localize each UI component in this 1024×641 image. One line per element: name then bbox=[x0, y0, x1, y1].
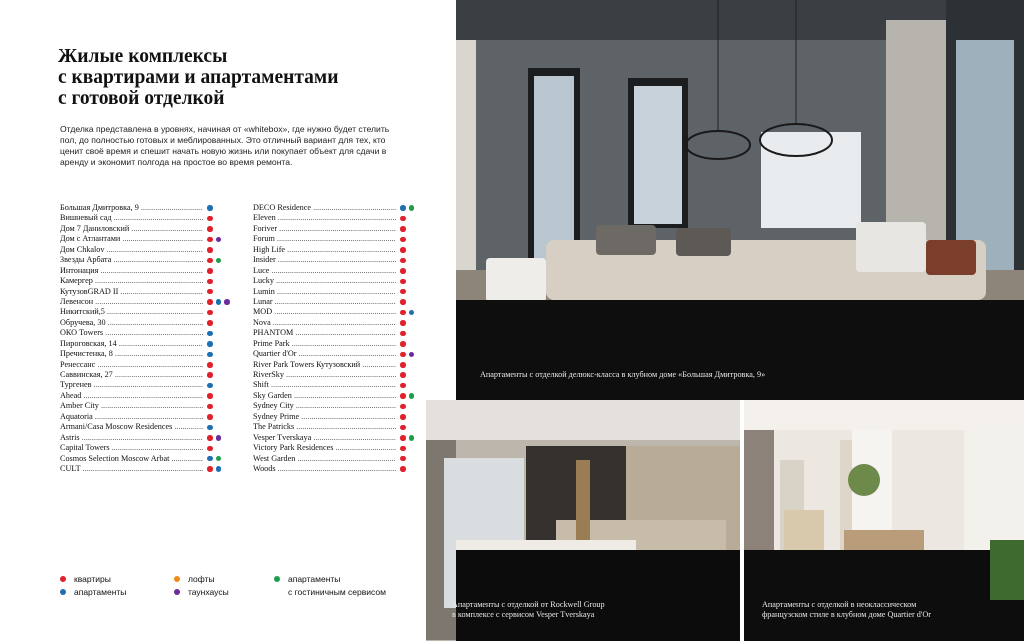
category-dot-green bbox=[409, 393, 415, 399]
list-item bbox=[253, 266, 428, 276]
category-dots bbox=[400, 341, 428, 347]
list-item bbox=[253, 213, 428, 223]
title-line-1: Жилые комплексы bbox=[58, 46, 228, 67]
category-dots bbox=[207, 216, 235, 222]
list-item bbox=[60, 213, 235, 223]
category-dots bbox=[400, 331, 428, 337]
list-item bbox=[60, 234, 235, 244]
category-dot-green bbox=[216, 258, 222, 264]
category-dot-red bbox=[400, 425, 406, 431]
list-item bbox=[60, 266, 235, 276]
legend-item-apartments bbox=[60, 587, 126, 597]
category-dot-red bbox=[207, 466, 213, 472]
category-dot-red bbox=[400, 435, 406, 441]
category-dots bbox=[400, 237, 428, 243]
list-item bbox=[253, 287, 428, 297]
category-dots bbox=[400, 414, 428, 420]
title-line-3: с готовой отделкой bbox=[58, 88, 225, 109]
category-dots bbox=[207, 362, 235, 368]
list-item bbox=[60, 318, 235, 328]
category-dot-red bbox=[207, 404, 213, 410]
category-dot-red bbox=[207, 372, 213, 378]
complex-name: West Garden ..... bbox=[253, 454, 396, 464]
complex-name: Woods ..... bbox=[253, 464, 396, 474]
title-line-2: с квартирами и апартаментами bbox=[58, 67, 339, 88]
category-dot-red bbox=[207, 279, 213, 285]
category-dot-red bbox=[400, 279, 406, 285]
complex-name: Ahead ..... bbox=[60, 391, 203, 401]
category-dots bbox=[207, 320, 235, 326]
list-item bbox=[60, 224, 235, 234]
list-item bbox=[60, 422, 235, 432]
category-dots bbox=[207, 372, 235, 378]
complex-name: Armani/Casa Moscow Residences ..... bbox=[60, 422, 203, 432]
category-dots bbox=[400, 299, 428, 305]
category-dots bbox=[400, 268, 428, 274]
category-dot-red bbox=[400, 456, 406, 462]
category-dots bbox=[207, 435, 235, 441]
legend-label: лофты bbox=[188, 574, 215, 584]
list-item bbox=[60, 255, 235, 265]
category-dots bbox=[207, 268, 235, 274]
category-dot-blue bbox=[400, 205, 406, 211]
category-dot-red bbox=[207, 414, 213, 420]
list-item bbox=[253, 454, 428, 464]
category-dot-red bbox=[400, 216, 406, 222]
list-item bbox=[60, 276, 235, 286]
category-dot-green bbox=[409, 435, 415, 441]
complex-name: Nova ..... bbox=[253, 318, 396, 328]
category-dots bbox=[207, 425, 235, 431]
category-dots bbox=[400, 352, 428, 358]
complex-name: Тургенев ..... bbox=[60, 380, 203, 390]
list-item bbox=[253, 443, 428, 453]
category-dot-red bbox=[207, 247, 213, 253]
category-dots bbox=[207, 237, 235, 243]
complex-name: River Park Towers Кутузовский ..... bbox=[253, 360, 396, 370]
category-dots bbox=[207, 352, 235, 358]
category-dot-red bbox=[207, 446, 213, 452]
category-dot-blue bbox=[207, 456, 213, 462]
category-dots bbox=[207, 414, 235, 420]
category-dot-blue bbox=[216, 466, 222, 472]
caption-line: в комплексе с сервисом Vesper Tverskaya bbox=[452, 610, 595, 619]
category-dots bbox=[400, 466, 428, 472]
complex-name: MOD ..... bbox=[253, 307, 396, 317]
legend-dot-orange bbox=[174, 576, 180, 582]
list-item bbox=[253, 234, 428, 244]
category-dot-blue bbox=[207, 425, 213, 431]
list-item bbox=[253, 297, 428, 307]
complex-name: Astris ..... bbox=[60, 433, 203, 443]
list-item bbox=[60, 433, 235, 443]
page-title bbox=[58, 46, 418, 109]
list-item bbox=[60, 401, 235, 411]
photo-caption-bottom-right bbox=[762, 600, 931, 620]
complex-name: Обручева, 30 ..... bbox=[60, 318, 203, 328]
legend-dot-green bbox=[274, 576, 280, 582]
complex-name: CULT ..... bbox=[60, 464, 203, 474]
category-dots bbox=[400, 258, 428, 264]
legend-item-hotel-service bbox=[288, 587, 386, 597]
category-dot-red bbox=[400, 268, 406, 274]
category-dots bbox=[207, 247, 235, 253]
complex-name: Amber City ..... bbox=[60, 401, 203, 411]
category-dot-red bbox=[400, 446, 406, 452]
category-dot-red bbox=[400, 320, 406, 326]
list-item bbox=[253, 401, 428, 411]
category-dots bbox=[207, 404, 235, 410]
legend-label: квартиры bbox=[74, 574, 111, 584]
category-dot-purple bbox=[216, 237, 222, 243]
complex-name: Камергер ..... bbox=[60, 276, 203, 286]
category-dots bbox=[400, 279, 428, 285]
living-room-illustration bbox=[456, 0, 1024, 400]
list-item bbox=[253, 318, 428, 328]
category-dot-red bbox=[207, 226, 213, 232]
complex-name: Интонация ..... bbox=[60, 266, 203, 276]
list-item bbox=[60, 412, 235, 422]
complex-name: Prime Park ..... bbox=[253, 339, 396, 349]
complex-name: Дом Chkalov ..... bbox=[60, 245, 203, 255]
category-dot-purple bbox=[409, 352, 415, 358]
category-dots bbox=[207, 279, 235, 285]
caption-line: Апартаменты с отделкой в неоклассическом bbox=[762, 600, 917, 609]
category-dots bbox=[207, 289, 235, 295]
complex-name: Левенсон ..... bbox=[60, 297, 203, 307]
legend-label: апартаменты bbox=[74, 587, 127, 597]
legend-dot-red bbox=[60, 576, 66, 582]
list-item bbox=[253, 360, 428, 370]
category-dot-red bbox=[207, 362, 213, 368]
complex-name: Никитский,5 ..... bbox=[60, 307, 203, 317]
category-dots bbox=[207, 331, 235, 337]
category-dot-red bbox=[207, 299, 213, 305]
legend-label: с гостиничным сервисом bbox=[288, 587, 386, 597]
category-dot-red bbox=[400, 414, 406, 420]
complex-name: Sky Garden ..... bbox=[253, 391, 396, 401]
category-dot-blue bbox=[207, 341, 213, 347]
category-dot-green bbox=[409, 205, 415, 211]
list-item bbox=[60, 203, 235, 213]
complex-list-left bbox=[60, 203, 235, 474]
category-dots bbox=[207, 310, 235, 316]
complex-name: ОКО Towers ..... bbox=[60, 328, 203, 338]
list-item bbox=[253, 245, 428, 255]
category-dot-red bbox=[400, 258, 406, 264]
complex-name: PHANTOM ..... bbox=[253, 328, 396, 338]
category-dot-red bbox=[207, 237, 213, 243]
category-dot-red bbox=[400, 237, 406, 243]
complex-name: Саввинская, 27 ..... bbox=[60, 370, 203, 380]
list-item bbox=[253, 255, 428, 265]
list-item bbox=[60, 297, 235, 307]
photo-bedroom bbox=[426, 400, 740, 641]
list-item bbox=[253, 433, 428, 443]
list-item bbox=[253, 412, 428, 422]
photo-caption-bottom-left bbox=[452, 600, 605, 620]
complex-name: Вишневый сад ..... bbox=[60, 213, 203, 223]
legend-item-lofts bbox=[174, 574, 215, 584]
category-dot-red bbox=[400, 466, 406, 472]
category-dots bbox=[400, 289, 428, 295]
complex-name: Ренессанс ..... bbox=[60, 360, 203, 370]
complex-name: Звезды Арбата ..... bbox=[60, 255, 203, 265]
category-dots bbox=[207, 205, 235, 211]
category-dot-red bbox=[400, 383, 406, 389]
complex-name: Quartier d'Or ..... bbox=[253, 349, 396, 359]
category-dots bbox=[207, 383, 235, 389]
category-dots bbox=[207, 226, 235, 232]
category-dots bbox=[400, 310, 428, 316]
complex-name: Большая Дмитровка, 9 ..... bbox=[60, 203, 203, 213]
category-dot-red bbox=[400, 404, 406, 410]
category-dot-red bbox=[207, 268, 213, 274]
complex-name: Luce ..... bbox=[253, 266, 396, 276]
category-dots bbox=[400, 456, 428, 462]
category-dot-green bbox=[216, 456, 222, 462]
category-dots bbox=[207, 466, 235, 472]
category-dot-red bbox=[207, 310, 213, 316]
category-dot-purple bbox=[224, 299, 230, 305]
category-dot-red bbox=[400, 310, 406, 316]
category-dot-blue bbox=[207, 352, 213, 358]
complex-name: Дом с Атлантами ..... bbox=[60, 234, 203, 244]
category-dot-red bbox=[400, 289, 406, 295]
category-dot-red bbox=[400, 299, 406, 305]
list-item bbox=[253, 422, 428, 432]
complex-name: Aquatoria ..... bbox=[60, 412, 203, 422]
legend-label: апартаменты bbox=[288, 574, 341, 584]
list-item bbox=[60, 391, 235, 401]
list-item bbox=[253, 339, 428, 349]
photo-living-room bbox=[456, 0, 1024, 400]
category-dots bbox=[207, 258, 235, 264]
legend-dot-purple bbox=[174, 589, 180, 595]
category-dot-red bbox=[207, 435, 213, 441]
complex-name: Lumin ..... bbox=[253, 287, 396, 297]
list-item bbox=[253, 380, 428, 390]
list-item bbox=[60, 443, 235, 453]
category-dots bbox=[207, 299, 235, 305]
complex-list-right bbox=[253, 203, 428, 474]
legend-item-townhouses bbox=[174, 587, 229, 597]
complex-name: Shift ..... bbox=[253, 380, 396, 390]
category-dots bbox=[400, 226, 428, 232]
category-dot-red bbox=[207, 258, 213, 264]
complex-name: Forum ..... bbox=[253, 234, 396, 244]
list-item bbox=[60, 287, 235, 297]
photo-caption-top: Апартаменты с отделкой делюкс-класса в клубном доме «Большая Дмитровка, 9» bbox=[480, 370, 766, 379]
complex-name: High Life ..... bbox=[253, 245, 396, 255]
complex-name: Vesper Tverskaya ..... bbox=[253, 433, 396, 443]
list-item bbox=[253, 224, 428, 234]
complex-name: Пречистенка, 8 ..... bbox=[60, 349, 203, 359]
list-item bbox=[253, 203, 428, 213]
complex-name: Insider ..... bbox=[253, 255, 396, 265]
list-item bbox=[60, 307, 235, 317]
category-dots bbox=[400, 362, 428, 368]
list-item bbox=[253, 328, 428, 338]
category-dot-blue bbox=[207, 383, 213, 389]
category-dot-red bbox=[207, 216, 213, 222]
category-dot-red bbox=[400, 331, 406, 337]
category-dots bbox=[400, 320, 428, 326]
photo-neoclassical-room bbox=[744, 400, 1024, 641]
complex-name: DECO Residence ..... bbox=[253, 203, 396, 213]
list-item bbox=[253, 391, 428, 401]
category-dot-red bbox=[400, 341, 406, 347]
complex-name: Lucky ..... bbox=[253, 276, 396, 286]
complex-name: Capital Towers ..... bbox=[60, 443, 203, 453]
complex-name: Lunar ..... bbox=[253, 297, 396, 307]
category-dots bbox=[400, 425, 428, 431]
category-dot-red bbox=[400, 226, 406, 232]
list-item bbox=[253, 276, 428, 286]
list-item bbox=[60, 349, 235, 359]
category-dots bbox=[400, 446, 428, 452]
complex-name: Sydney City ..... bbox=[253, 401, 396, 411]
complex-name: Foriver ..... bbox=[253, 224, 396, 234]
category-dot-blue bbox=[207, 331, 213, 337]
category-dots bbox=[400, 247, 428, 253]
category-dot-red bbox=[400, 352, 406, 358]
complex-name: Дом 7 Даниловский ..... bbox=[60, 224, 203, 234]
text-page bbox=[0, 0, 426, 641]
legend-item-apartments-service bbox=[274, 574, 340, 584]
category-dot-red bbox=[400, 247, 406, 253]
legend-label: таунхаусы bbox=[188, 587, 229, 597]
category-dots bbox=[400, 216, 428, 222]
lead-paragraph: Отделка представлена в уровнях, начиная от «whitebox», где нужно будет стелить пол, до полностью готовых и меблированных. Это отличный вариант для тех, кто ценит своё время и спешит начать новую жизнь или покупает объект для сдачи в аренду и экономит полгода на простое во время ремонта. bbox=[60, 124, 390, 167]
category-dots bbox=[207, 456, 235, 462]
category-dots bbox=[207, 393, 235, 399]
complex-name: Sydney Prime ..... bbox=[253, 412, 396, 422]
category-dots bbox=[207, 446, 235, 452]
list-item bbox=[60, 245, 235, 255]
complex-name: Eleven ..... bbox=[253, 213, 396, 223]
list-item bbox=[253, 370, 428, 380]
complex-name: Пироговская, 14 ..... bbox=[60, 339, 203, 349]
list-item bbox=[60, 454, 235, 464]
list-item bbox=[60, 328, 235, 338]
caption-line: французском стиле в клубном доме Quartier d'Or bbox=[762, 610, 932, 619]
complex-name: Cosmos Selection Moscow Arbat ..... bbox=[60, 454, 203, 464]
category-dot-red bbox=[207, 289, 213, 295]
category-dot-purple bbox=[216, 435, 222, 441]
caption-line: Апартаменты с отделкой от Rockwell Group bbox=[452, 600, 605, 609]
list-item bbox=[253, 464, 428, 474]
category-dot-blue bbox=[207, 205, 213, 211]
category-dot-red bbox=[400, 393, 406, 399]
list-item bbox=[60, 370, 235, 380]
legend-dot-blue bbox=[60, 589, 66, 595]
category-dot-blue bbox=[216, 299, 222, 305]
category-dots bbox=[400, 435, 428, 441]
list-item bbox=[60, 339, 235, 349]
category-dots bbox=[207, 341, 235, 347]
category-dots bbox=[400, 383, 428, 389]
category-dot-blue bbox=[409, 310, 415, 316]
category-dot-red bbox=[207, 393, 213, 399]
complex-name: RiverSky ..... bbox=[253, 370, 396, 380]
list-item bbox=[253, 307, 428, 317]
list-item bbox=[253, 349, 428, 359]
category-dot-red bbox=[400, 372, 406, 378]
complex-name: The Patricks ..... bbox=[253, 422, 396, 432]
list-item bbox=[60, 464, 235, 474]
category-dot-red bbox=[400, 362, 406, 368]
category-dots bbox=[400, 393, 428, 399]
list-item bbox=[60, 380, 235, 390]
category-dots bbox=[400, 372, 428, 378]
complex-name: Victory Park Residences ..... bbox=[253, 443, 396, 453]
legend-item-flats bbox=[60, 574, 111, 584]
list-item bbox=[60, 360, 235, 370]
category-dot-red bbox=[207, 320, 213, 326]
complex-name: КутузовGRAD II ..... bbox=[60, 287, 203, 297]
category-dots bbox=[400, 205, 428, 211]
category-dots bbox=[400, 404, 428, 410]
